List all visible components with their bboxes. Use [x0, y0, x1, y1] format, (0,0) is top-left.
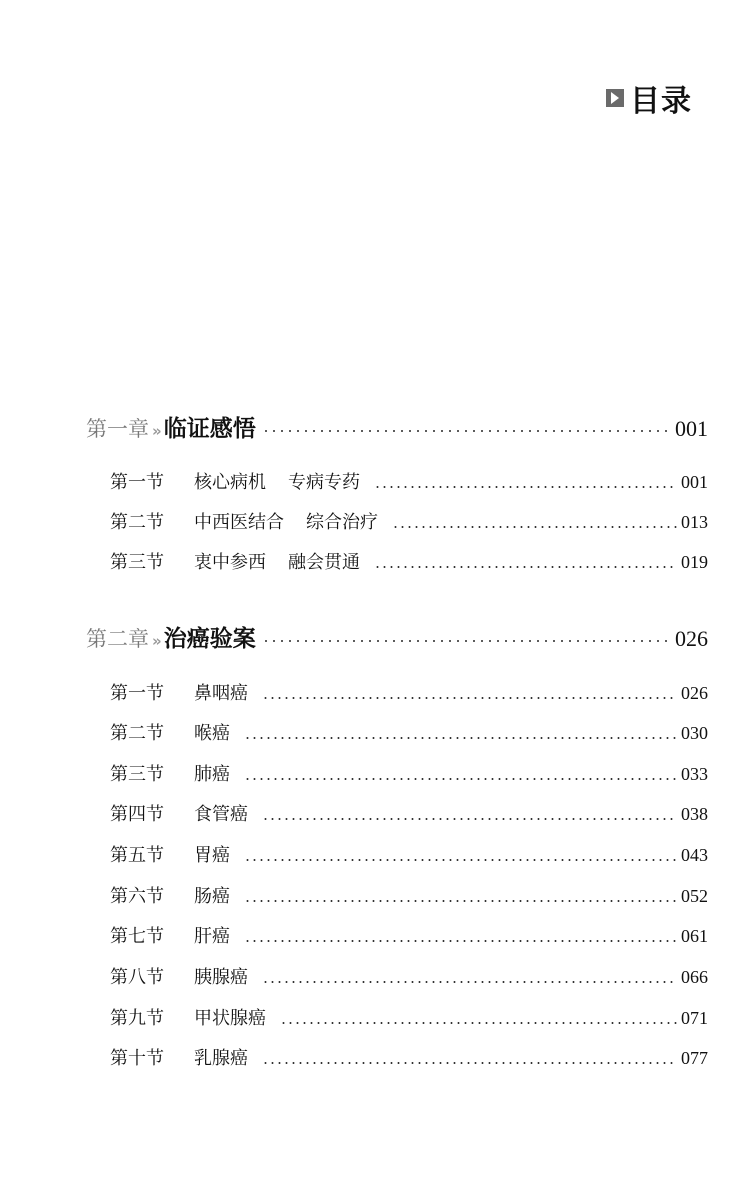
- section-title: 喉癌: [194, 723, 230, 744]
- play-arrow-icon: [606, 89, 624, 107]
- dot-leader: [374, 486, 677, 488]
- section-page-number: 033: [681, 764, 708, 784]
- section-entry[interactable]: [110, 760, 708, 788]
- section-entry[interactable]: [110, 548, 708, 576]
- section-label: 第三节: [110, 764, 164, 785]
- section-page-number: 061: [681, 926, 708, 946]
- section-title: 甲状腺癌: [194, 1008, 266, 1029]
- section-entry[interactable]: [110, 800, 708, 828]
- section-entry[interactable]: [110, 1004, 708, 1032]
- dot-leader: [374, 566, 677, 568]
- section-page-number: 043: [681, 845, 708, 865]
- section-page-number: 038: [681, 804, 708, 824]
- dot-leader: [244, 737, 677, 739]
- section-title: 核心病机: [194, 472, 266, 493]
- section-entry[interactable]: [110, 882, 708, 910]
- section-label: 第八节: [110, 967, 164, 988]
- section-subtitle: 融会贯通: [288, 552, 360, 573]
- dot-leader: [244, 778, 677, 780]
- section-subtitle: 综合治疗: [306, 512, 378, 533]
- chapter-label: 第二章: [86, 627, 149, 651]
- section-page-number: 071: [681, 1008, 708, 1028]
- chapter-title: 治癌验案: [163, 626, 256, 652]
- section-entry[interactable]: [110, 963, 708, 991]
- section-label: 第二节: [110, 723, 164, 744]
- section-page-number: 066: [681, 967, 708, 987]
- dot-leader: [244, 940, 677, 942]
- section-title: 衷中参西: [194, 552, 266, 573]
- dot-leader: [262, 1062, 677, 1064]
- section-entry[interactable]: [110, 841, 708, 869]
- chapter-1-entry[interactable]: [86, 410, 708, 442]
- dot-leader: [244, 859, 677, 861]
- section-label: 第三节: [110, 552, 164, 573]
- section-title: 胰腺癌: [194, 967, 248, 988]
- chapter-2-entry[interactable]: [86, 620, 708, 652]
- section-label: 第七节: [110, 926, 164, 947]
- section-title: 乳腺癌: [194, 1048, 248, 1069]
- section-entry[interactable]: [110, 719, 708, 747]
- section-page-number: 001: [681, 472, 708, 492]
- toc-header: [606, 76, 692, 120]
- dot-leader: [262, 981, 677, 983]
- section-entry[interactable]: [110, 679, 708, 707]
- section-title: 肠癌: [194, 886, 230, 907]
- section-entry[interactable]: [110, 922, 708, 950]
- section-label: 第九节: [110, 1008, 164, 1029]
- section-page-number: 026: [681, 683, 708, 703]
- section-page-number: 030: [681, 723, 708, 743]
- dot-leader: [262, 430, 669, 432]
- section-subtitle: 专病专药: [288, 472, 360, 493]
- section-title: 胃癌: [194, 845, 230, 866]
- dot-leader: [262, 697, 677, 699]
- section-label: 第四节: [110, 804, 164, 825]
- section-entry[interactable]: [110, 468, 708, 496]
- page-title: 目录: [630, 84, 692, 119]
- section-title: 食管癌: [194, 804, 248, 825]
- section-title: 肺癌: [194, 764, 230, 785]
- double-chevron-icon: »: [152, 632, 159, 650]
- dot-leader: [262, 640, 669, 642]
- section-title: 肝癌: [194, 926, 230, 947]
- section-entry[interactable]: [110, 508, 708, 536]
- section-page-number: 052: [681, 886, 708, 906]
- chapter-title: 临证感悟: [163, 416, 256, 442]
- section-page-number: 019: [681, 552, 708, 572]
- section-label: 第一节: [110, 472, 164, 493]
- chapter-page-number: 026: [675, 626, 708, 651]
- section-label: 第十节: [110, 1048, 164, 1069]
- section-page-number: 013: [681, 512, 708, 532]
- section-title: 鼻咽癌: [194, 683, 248, 704]
- dot-leader: [244, 900, 677, 902]
- dot-leader: [262, 818, 677, 820]
- section-label: 第二节: [110, 512, 164, 533]
- chapter-page-number: 001: [675, 416, 708, 441]
- dot-leader: [392, 526, 677, 528]
- section-entry[interactable]: [110, 1044, 708, 1072]
- section-label: 第一节: [110, 683, 164, 704]
- section-title: 中西医结合: [194, 512, 284, 533]
- chapter-label: 第一章: [86, 417, 149, 441]
- section-page-number: 077: [681, 1048, 708, 1068]
- dot-leader: [280, 1022, 677, 1024]
- section-label: 第五节: [110, 845, 164, 866]
- section-label: 第六节: [110, 886, 164, 907]
- double-chevron-icon: »: [152, 422, 159, 440]
